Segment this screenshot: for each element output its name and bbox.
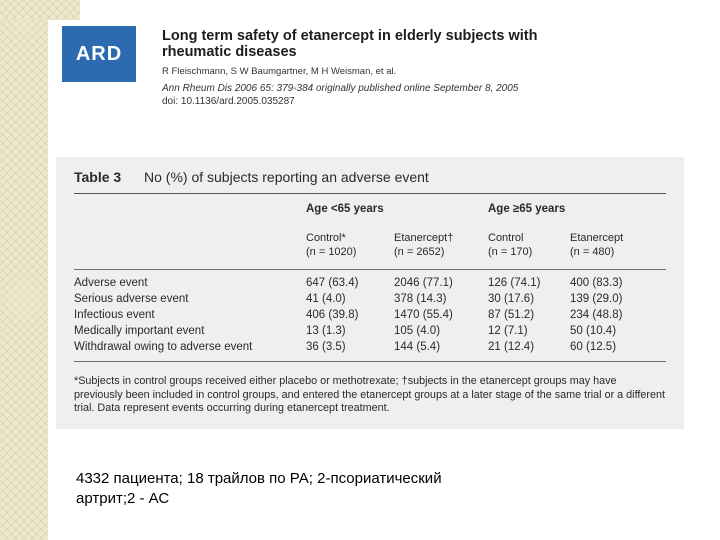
table-cell: 12 (7.1) [488, 325, 528, 337]
column-n: (n = 480) [570, 246, 615, 258]
table-cell: 21 (12.4) [488, 341, 535, 353]
table-top-rule [74, 193, 666, 194]
column-header [394, 231, 453, 259]
decorative-top-border [0, 0, 80, 20]
table-cell: 60 (12.5) [570, 341, 617, 353]
article-doi: doi: 10.1136/ard.2005.035287 [162, 96, 295, 107]
summary-text: 4332 пациента; 18 трайлов по РА; 2-псориатический артрит;2 - АС [76, 470, 442, 507]
column-name: Etanercept† [394, 232, 454, 244]
table-cell: 41 (4.0) [306, 293, 346, 305]
table-cell: 105 (4.0) [394, 325, 441, 337]
table-caption: No (%) of subjects reporting an adverse event [144, 169, 429, 185]
row-label: Withdrawal owing to adverse event [74, 341, 253, 353]
row-label: Serious adverse event [74, 293, 189, 305]
ard-logo [62, 26, 136, 82]
table-label: Table 3 [74, 169, 122, 185]
table-cell: 30 (17.6) [488, 293, 535, 305]
table-cell: 234 (48.8) [570, 309, 623, 321]
table-cell: 50 (10.4) [570, 325, 617, 337]
row-label: Infectious event [74, 309, 155, 321]
column-header [488, 231, 532, 259]
table-cell: 139 (29.0) [570, 293, 623, 305]
table-cell: 2046 (77.1) [394, 277, 453, 289]
table-cell: 126 (74.1) [488, 277, 541, 289]
header-rule [74, 269, 666, 270]
table-cell: 406 (39.8) [306, 309, 359, 321]
adverse-event-table [56, 157, 684, 429]
row-label: Medically important event [74, 325, 205, 337]
body-bottom-rule [74, 361, 666, 362]
table-cell: 378 (14.3) [394, 293, 447, 305]
group-header-65-plus: Age ≥65 years [488, 203, 566, 215]
table-cell: 87 (51.2) [488, 309, 535, 321]
column-name: Control [488, 232, 524, 244]
article-citation: Ann Rheum Dis 2006 65: 379-384 originally published online September 8, 2005 [162, 83, 519, 94]
table-cell: 1470 (55.4) [394, 309, 453, 321]
column-name: Control* [306, 232, 346, 244]
column-header [306, 231, 356, 259]
article-title: Long term safety of etanercept in elderly subjects with rheumatic diseases [162, 28, 538, 60]
table-cell: 144 (5.4) [394, 341, 441, 353]
row-label: Adverse event [74, 277, 148, 289]
group-header-under-65: Age <65 years [306, 203, 384, 215]
column-n: (n = 1020) [306, 246, 357, 258]
table-cell: 13 (1.3) [306, 325, 346, 337]
logo-text: ARD [75, 42, 123, 65]
column-name: Etanercept [570, 232, 624, 244]
table-cell: 400 (83.3) [570, 277, 623, 289]
column-header [570, 231, 623, 259]
table-cell: 36 (3.5) [306, 341, 346, 353]
table-footnote: *Subjects in control groups received either placebo or methotrexate; †subjects in the etanercept groups may have previously been included in control groups, and entered the etanercept groups at a later stage of the same trial or a different trial. Data represent events occurring during etanercept treatment. [74, 375, 665, 414]
decorative-left-border [0, 0, 48, 540]
column-n: (n = 2652) [394, 246, 445, 258]
article-authors: R Fleischmann, S W Baumgartner, M H Weisman, et al. [162, 66, 397, 77]
table-cell: 647 (63.4) [306, 277, 359, 289]
column-n: (n = 170) [488, 246, 533, 258]
